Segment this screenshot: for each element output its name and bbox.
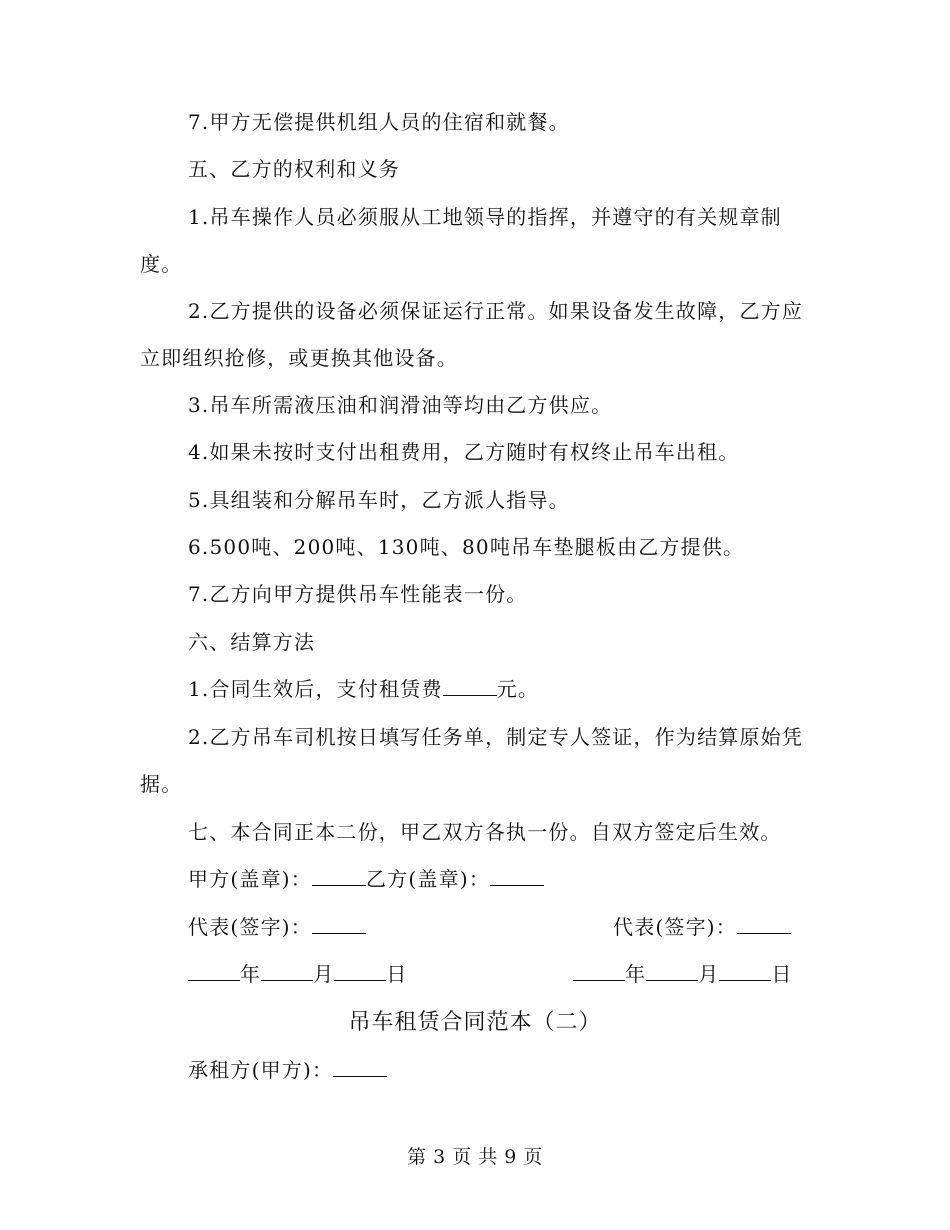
date-right-month-blank: [646, 962, 698, 981]
lessee-line: [188, 1058, 387, 1082]
contract-two-title: 吊车租赁合同范本（二）: [348, 1010, 602, 1035]
paragraph-b4: 4.如果未按时支付出租费用，乙方随时有权终止吊车出租。: [188, 440, 740, 464]
date-right: [573, 962, 793, 986]
date-right-year-blank: [573, 962, 625, 981]
date-left: [188, 962, 408, 986]
rep-signature-right: [613, 915, 791, 939]
paragraph-b5: 5.具组装和分解吊车时，乙方派人指导。: [188, 488, 570, 512]
date-right-year: 年: [625, 962, 647, 986]
paragraph-b2: 2.乙方提供的设备必须保证运行正常。如果设备发生故障，乙方应: [188, 299, 804, 323]
party-b-seal-blank: [490, 867, 544, 886]
date-right-month: 月: [698, 962, 720, 986]
paragraph-c1-unit: 元。: [496, 677, 540, 701]
date-left-month: 月: [313, 962, 335, 986]
party-a-seal-label: 甲方(盖章)：: [188, 867, 313, 891]
paragraph-c1: [188, 677, 539, 701]
lessee-blank: [333, 1058, 387, 1077]
date-right-day-blank: [719, 962, 771, 981]
paragraph-c1-text: 1.合同生效后，支付租赁费: [188, 677, 443, 701]
paragraph-b6: 6.500吨、200吨、130吨、80吨吊车垫腿板由乙方提供。: [188, 535, 745, 559]
paragraph-c2: 2.乙方吊车司机按日填写任务单，制定专人签证，作为结算原始凭: [188, 725, 804, 749]
paragraph-a7: 7.甲方无偿提供机组人员的住宿和就餐。: [188, 110, 570, 134]
rent-amount-blank: [443, 677, 497, 696]
paragraph-b2-cont: 立即组织抢修，或更换其他设备。: [140, 346, 458, 370]
paragraph-b3: 3.吊车所需液压油和润滑油等均由乙方供应。: [188, 393, 613, 417]
page-number: 第 3 页 共 9 页: [407, 1146, 543, 1168]
paragraph-b1: 1.吊车操作人员必须服从工地领导的指挥，并遵守的有关规章制: [188, 205, 782, 229]
lessee-label: 承租方(甲方)：: [188, 1058, 334, 1082]
paragraph-b1-cont: 度。: [140, 252, 183, 276]
rep-signature-left: [188, 915, 366, 939]
section-heading-7: 七、本合同正本二份，甲乙双方各执一份。自双方签定后生效。: [188, 820, 782, 844]
section-heading-5: 五、乙方的权利和义务: [188, 157, 400, 181]
paragraph-c2-cont: 据。: [140, 772, 183, 796]
date-left-day: 日: [386, 962, 408, 986]
date-left-year-blank: [188, 962, 240, 981]
seal-line: [188, 867, 544, 891]
paragraph-b7: 7.乙方向甲方提供吊车性能表一份。: [188, 582, 528, 606]
party-b-seal-label: 乙方(盖章)：: [366, 867, 491, 891]
rep-right-label: 代表(签字)：: [613, 915, 738, 939]
party-a-seal-blank: [312, 867, 366, 886]
date-left-year: 年: [240, 962, 262, 986]
section-heading-6: 六、结算方法: [188, 630, 316, 654]
date-right-day: 日: [771, 962, 793, 986]
date-left-month-blank: [261, 962, 313, 981]
rep-right-blank: [737, 915, 791, 934]
date-left-day-blank: [334, 962, 386, 981]
rep-left-blank: [312, 915, 366, 934]
rep-left-label: 代表(签字)：: [188, 915, 313, 939]
